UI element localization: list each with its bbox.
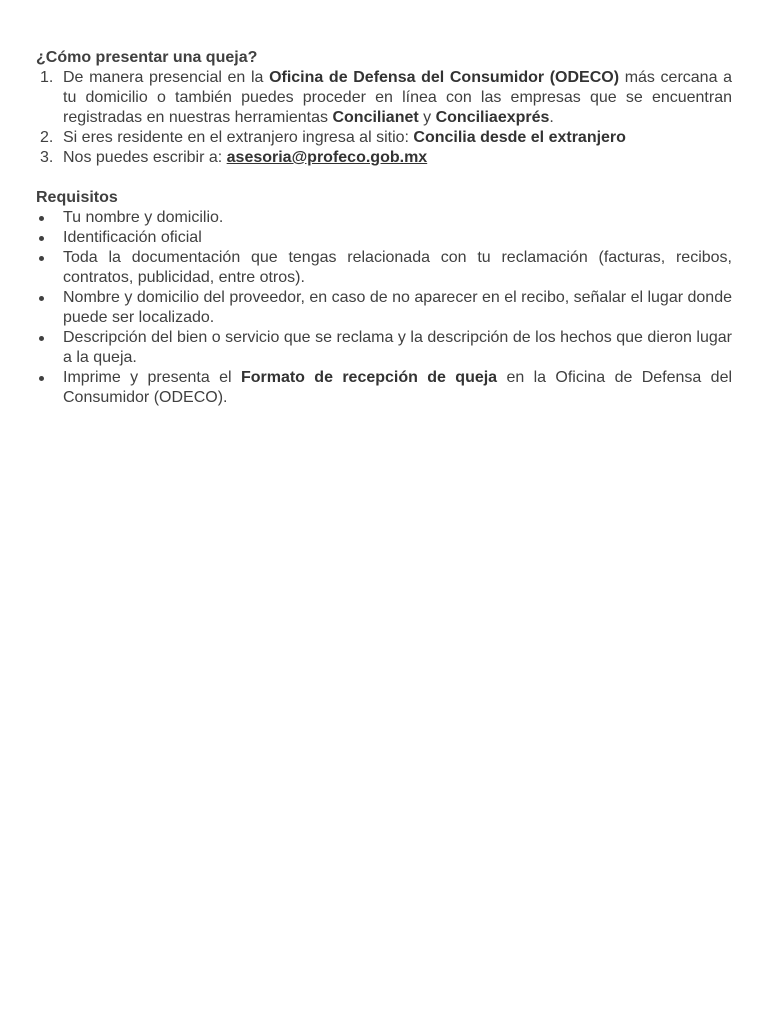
step-number: 1.: [40, 69, 54, 86]
document-page: [36, 48, 732, 408]
bullet-icon: [39, 236, 44, 241]
steps-list: [36, 68, 732, 168]
requirement-text: Imprime y presenta el: [63, 369, 241, 386]
complaint-form-link[interactable]: Formato de recepción de queja: [240, 369, 498, 386]
bullet-icon: [39, 296, 44, 301]
bullet-icon: [39, 216, 44, 221]
requirement-item: [36, 288, 732, 328]
bullet-icon: [39, 376, 44, 381]
concilianet-link[interactable]: Concilianet: [332, 109, 419, 126]
step-number: 3.: [40, 149, 54, 166]
requirement-text: Toda la documentación que tengas relacionada con tu reclamación (facturas, recibos, contratos, publicidad, entre otros).: [63, 249, 732, 286]
email-link[interactable]: asesoria@profeco.gob.mx: [226, 149, 428, 166]
section-heading-how-to-complain: ¿Cómo presentar una queja?: [36, 49, 258, 66]
step-text: más cercana a tu domicilio o también puedes proceder en línea con las empresas que se encuentran registradas en nuestras herramientas: [63, 69, 733, 126]
conciliaexpres-link[interactable]: Conciliaexprés: [435, 109, 550, 126]
requirement-text: Tu nombre y domicilio.: [63, 209, 224, 226]
section-spacer: [36, 168, 732, 188]
step-item: [36, 148, 732, 168]
bullet-icon: [39, 336, 44, 341]
requirement-item: [36, 228, 732, 248]
section-heading-requirements: Requisitos: [36, 189, 118, 206]
requirement-item: [36, 368, 732, 408]
step-item: [36, 68, 732, 128]
requirement-item: [36, 248, 732, 288]
requirement-item: [36, 328, 732, 368]
step-number: 2.: [40, 129, 54, 146]
step-text: De manera presencial en la: [63, 69, 270, 86]
requirement-text: Nombre y domicilio del proveedor, en caso de no aparecer en el recibo, señalar el lugar donde puede ser localizado.: [63, 289, 732, 326]
requirement-item: [36, 208, 732, 228]
bullet-icon: [39, 256, 44, 261]
step-item: [36, 128, 732, 148]
step-text: y: [418, 109, 436, 126]
requirement-text: en la Oficina de Defensa del Consumidor (ODECO).: [63, 369, 733, 406]
requirement-text: Identificación oficial: [63, 229, 202, 246]
step-text: Si eres residente en el extranjero ingresa al sitio:: [63, 129, 414, 146]
step-text: Nos puedes escribir a:: [63, 149, 227, 166]
requirements-list: [36, 208, 732, 408]
step-text: .: [549, 109, 554, 126]
concilia-extranjero-link[interactable]: Concilia desde el extranjero: [413, 129, 626, 146]
odeco-office-link[interactable]: Oficina de Defensa del Consumidor (ODECO): [269, 69, 620, 86]
requirement-text: Descripción del bien o servicio que se reclama y la descripción de los hechos que dieron lugar a la queja.: [63, 329, 732, 366]
